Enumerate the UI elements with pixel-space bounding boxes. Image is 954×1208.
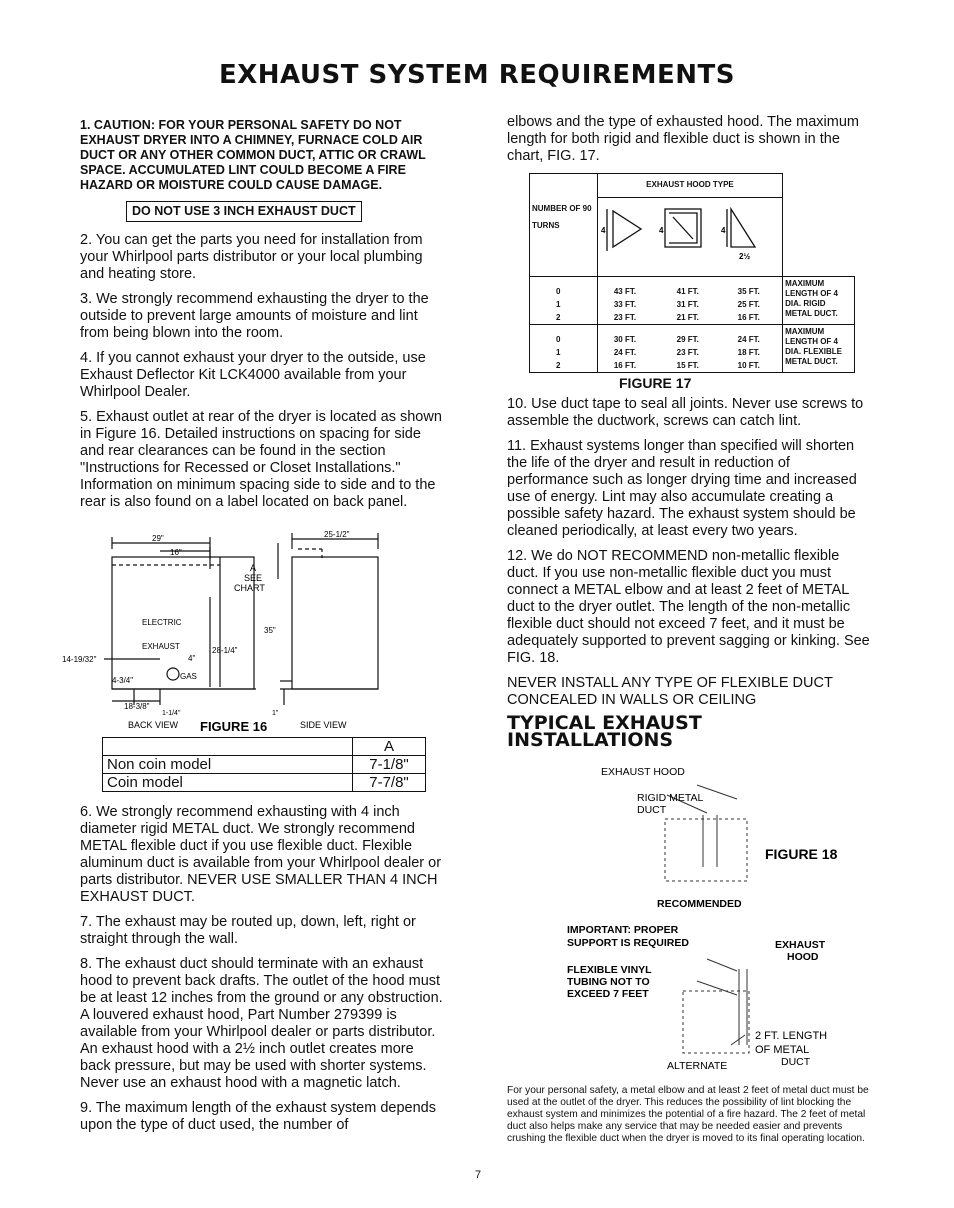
label-gas: GAS [180, 672, 197, 681]
metal-length-label-1: 2 FT. LENGTH [755, 1030, 828, 1042]
paragraph-4: 4. If you cannot exhaust your dryer to the outside, use Exhaust Deflector Kit LCK4000 available from your Whirlpool Dealer. [80, 350, 426, 400]
paragraph-6: 6. We strongly recommend exhausting with 4 inch diameter rigid METAL duct. We strongly recommend METAL flexible duct if you use flexible duct. Flexible aluminum duct is available from your Whirlpool dealer or parts distributor. NEVER USE SMALLER THAN 4 INCH EXHAUST DUCT. [80, 804, 442, 905]
rigid-metal-label: RIGID METAL [637, 792, 704, 804]
figure-18-caption: FIGURE 18 [765, 846, 838, 862]
never-install-warning: NEVER INSTALL ANY TYPE OF FLEXIBLE DUCT CONCEALED IN WALLS OR CEILING [507, 675, 833, 708]
hood-type-icons [599, 199, 779, 261]
metal-length-label-2: OF METAL [755, 1044, 810, 1056]
recommended-label: RECOMMENDED [657, 898, 742, 910]
flexible-label-2: TUBING NOT TO [567, 976, 650, 988]
figure-16-caption: FIGURE 16 [200, 719, 268, 731]
rigid-label: MAXIMUM LENGTH OF 4 DIA. RIGID METAL DUCT. [783, 277, 855, 325]
safety-note: For your personal safety, a metal elbow and at least 2 feet of metal duct must be used at the outlet of the dryer. This reduces the possibility of lint blocking the exhaust system and minimizes the potential of a fire hazard. The 2 feet of metal duct also helps make any service that may be needed easier and prevents crushing the flexible duct when the dryer is moved to its final operating location. [507, 1085, 869, 1144]
support-label: SUPPORT IS REQUIRED [567, 937, 689, 949]
dim-2-half: 2½ [738, 251, 750, 261]
turns-header: NUMBER OF 90 TURNS [530, 174, 598, 277]
page-number: 7 [475, 1169, 482, 1181]
dim-16: 16" [170, 548, 182, 557]
dims-header: A [353, 738, 426, 756]
paragraph-8: 8. The exhaust duct should terminate with an exhaust hood to prevent back drafts. The outlet of the hood must be at least 12 inches from the ground or any obstruction. A louvered exhaust hood, Part Number 279399 is available from your Whirlpool dealer or parts distributor. An exhaust hood with a 2½ inch outlet creates more back pressure, but may be used with shorter systems. Never use an exhaust hood with a magnetic latch. [80, 956, 443, 1091]
paragraph-9: 9. The maximum length of the exhaust system depends upon the type of duct used, the number of [80, 1100, 436, 1133]
paragraph-2: 2. You can get the parts you need for installation from your Whirlpool parts distributor or your local plumbing and heating store. [80, 232, 423, 282]
important-label: IMPORTANT: PROPER [567, 924, 679, 936]
exhaust-label-2: EXHAUST [775, 939, 826, 951]
label-see: SEE [244, 573, 263, 583]
label-exhaust: EXHAUST [142, 642, 180, 651]
flexible-label: MAXIMUM LENGTH OF 4 DIA. FLEXIBLE METAL DUCT. [783, 325, 855, 373]
dim-18: 18-3/8" [124, 702, 150, 711]
dim-28: 28-1/4" [212, 646, 238, 655]
paragraph-5: 5. Exhaust outlet at rear of the dryer is located as shown in Figure 16. Detailed instructions on spacing for side and rear clearances can be found in the section "Instructions for Recessed or Closet Installations." Information on minimum spacing side to side and to the rear is also found on a label located on back panel. [80, 409, 442, 510]
table-row: 0 1 2 43 FT. 33 FT. 23 FT. 41 FT. 31 FT. 21 FT. 35 FT. 25 FT. 16 FT. MAXIMUM LENGTH OF 4 DIA. RIGID METAL DUCT. [530, 277, 855, 325]
dim-4-icon-c: 4 [720, 225, 726, 235]
back-view-label: BACK VIEW [128, 720, 179, 730]
table-row: 0 1 2 30 FT. 24 FT. 16 FT. 29 FT. 23 FT. 15 FT. 24 FT. 18 FT. 10 FT. MAXIMUM LENGTH OF 4 DIA. FLEXIBLE METAL DUCT. [530, 325, 855, 373]
paragraph-9-continued: elbows and the type of exhausted hood. The maximum length for both rigid and flexible duct is shown in the chart, FIG. 17. [507, 114, 859, 164]
paragraph-10: 10. Use duct tape to seal all joints. Never use screws to assemble the ductwork, screws can catch lint. [507, 396, 864, 429]
dim-14: 14-19/32" [62, 655, 97, 664]
dim-29: 29" [152, 534, 164, 543]
metal-length-label-3: DUCT [781, 1056, 811, 1068]
label-electric: ELECTRIC [142, 618, 182, 627]
figure-17-table [529, 173, 855, 373]
dim-4-3-4: 4-3/4" [112, 676, 134, 685]
dim-25-half: 25-1/2" [324, 530, 350, 539]
hood-label-2: HOOD [787, 951, 819, 963]
left-column [62, 118, 446, 1142]
dim-35: 35" [264, 626, 276, 635]
dimension-a-table [102, 737, 426, 792]
paragraph-11: 11. Exhaust systems longer than specified will shorten the life of the dryer and result in reduction of performance such as longer drying time and increased use of energy. Lint may also accumulate creating a possible safety hazard. The exhaust system should be cleaned periodically, at least every two years. [507, 438, 857, 539]
hood-type-header: EXHAUST HOOD TYPE [597, 174, 782, 198]
table-row: Non coin model 7-1/8" [103, 756, 426, 774]
figure-16-diagram [60, 519, 426, 731]
dim-4-icon-a: 4 [600, 225, 606, 235]
figure-18-diagram [507, 755, 873, 1085]
warning-box: DO NOT USE 3 INCH EXHAUST DUCT [126, 201, 362, 222]
figure-17-caption: FIGURE 17 [619, 375, 692, 391]
dim-4: 4" [188, 654, 196, 663]
exhaust-hood-label: EXHAUST HOOD [601, 766, 685, 778]
paragraph-7: 7. The exhaust may be routed up, down, left, right or straight through the wall. [80, 914, 416, 947]
table-row: Coin model 7-7/8" [103, 774, 426, 792]
flexible-label-3: EXCEED 7 FEET [567, 988, 649, 1000]
dim-4-icon-b: 4 [658, 225, 664, 235]
paragraph-3: 3. We strongly recommend exhausting the dryer to the outside to prevent large amounts of moisture and lint from being blown into the room. [80, 291, 429, 341]
side-view-label: SIDE VIEW [300, 720, 347, 730]
caution-paragraph: 1. CAUTION: FOR YOUR PERSONAL SAFETY DO NOT EXHAUST DRYER INTO A CHIMNEY, FURNACE COLD AIR DUCT OR ANY OTHER COMMON DUCT, ATTIC OR CRAWL SPACE. ACCUMULATED LINT COULD BECOME A FIRE HAZARD OR MOISTURE COULD CAUSE DAMAGE. [80, 118, 426, 192]
page-title: EXHAUST SYSTEM REQUIREMENTS [218, 60, 736, 90]
dim-1-1-4: 1-1/4" [162, 710, 181, 717]
label-chart: CHART [234, 583, 265, 593]
paragraph-12: 12. We do NOT RECOMMEND non-metallic flexible duct. If you use non-metallic flexible duct you must connect a METAL elbow and at least 2 feet of METAL duct to the dryer outlet. The length of the non-metallic flexible duct should not exceed 7 feet, and it must be adequately supported to prevent sagging or kinking. See FIG. 18. [507, 548, 870, 666]
right-column [507, 114, 873, 1153]
label-a: A [250, 563, 257, 573]
duct-label: DUCT [637, 804, 667, 816]
alternate-label: ALTERNATE [667, 1060, 728, 1072]
dim-1: 1" [272, 710, 279, 717]
section-title: TYPICAL EXHAUST INSTALLATIONS [507, 712, 702, 751]
flexible-label-1: FLEXIBLE VINYL [567, 964, 652, 976]
